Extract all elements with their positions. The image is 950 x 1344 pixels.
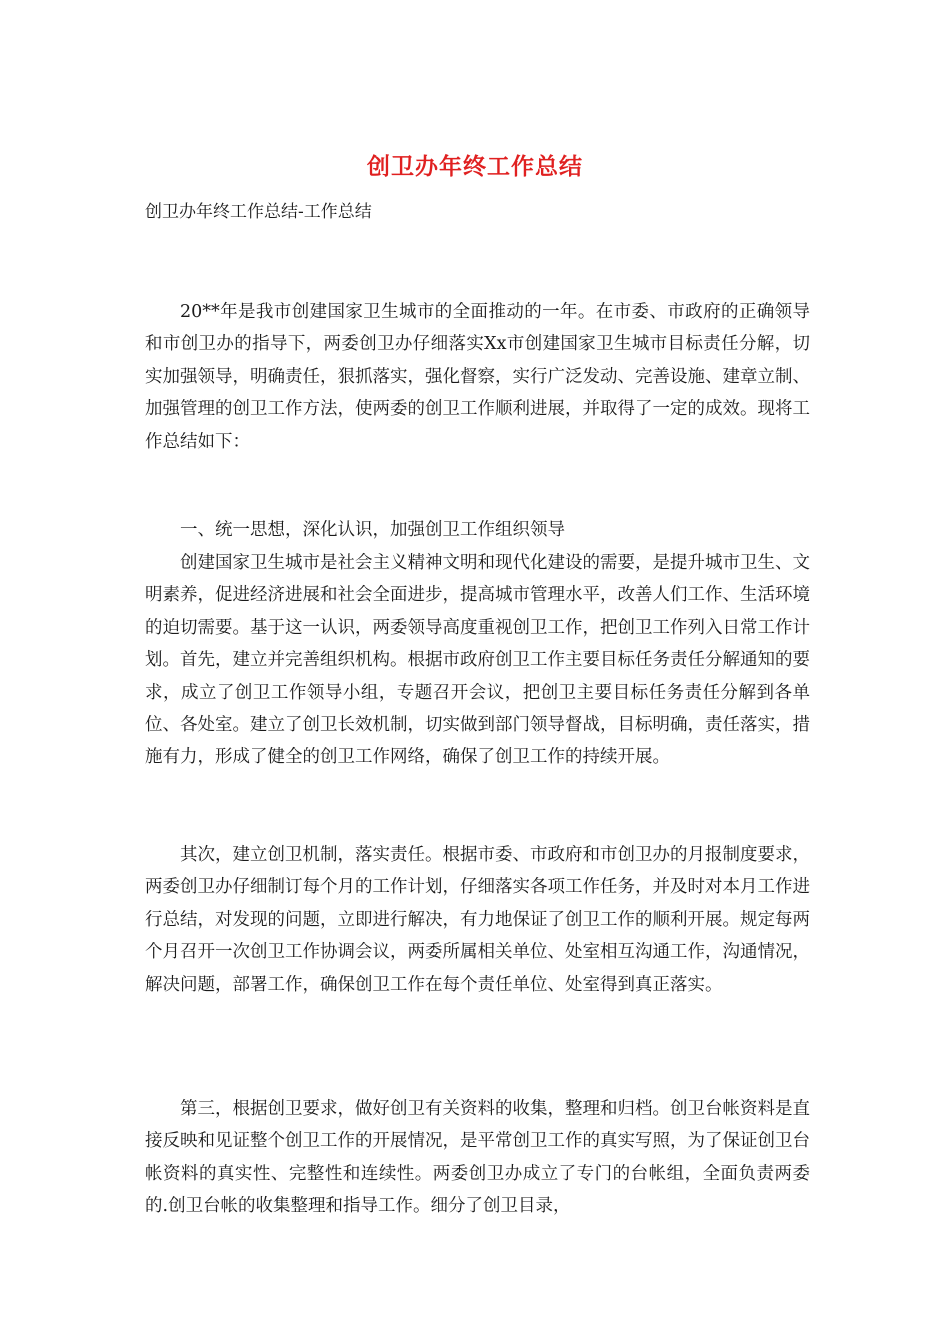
body-paragraph-1: 创建国家卫生城市是社会主义精神文明和现代化建设的需要，是提升城市卫生、文明素养，促进经济进展和社会全面进步，提高城市管理水平，改善人们工作、生活环境的迫切需要。基于这一认识，两委领导高度重视创卫工作，把创卫工作列入日常工作计划。首先，建立并完善组织机构。根据市政府创卫工作主要目标任务责任分解通知的要求，成立了创卫工作领导小组，专题召开会议，把创卫主要目标任务责任分解到各单位、各处室。建立了创卫长效机制，切实做到部门领导督战，目标明确，责任落实，措施有力，形成了健全的创卫工作网络，确保了创卫工作的持续开展。 [145,553,810,768]
body-paragraph-3: 第三，根据创卫要求，做好创卫有关资料的收集，整理和归档。创卫台帐资料是直接反映和见证整个创卫工作的开展情况，是平常创卫工作的真实写照，为了保证创卫台帐资料的真实性、完整性和连续性。两委创卫办成立了专门的台帐组，全面负责两委的.创卫台帐的收集整理和指导工作。细分了创卫目录， [145,1099,810,1217]
document-subtitle: 创卫办年终工作总结-工作总结 [145,202,372,222]
intro-paragraph: 20**年是我市创建国家卫生城市的全面推动的一年。在市委、市政府的正确领导和市创卫办的指导下，两委创卫办仔细落实Xx市创建国家卫生城市目标责任分解，切实加强领导，明确责任，狠抓落实，强化督察，实行广泛发动、完善设施、建章立制、加强管理的创卫工作方法，使两委的创卫工作顺利进展，并取得了一定的成效。现将工作总结如下： [145,302,810,452]
document-title: 创卫办年终工作总结 [367,153,583,180]
body-paragraph-2: 其次，建立创卫机制，落实责任。根据市委、市政府和市创卫办的月报制度要求，两委创卫办仔细制订每个月的工作计划，仔细落实各项工作任务，并及时对本月工作进行总结，对发现的问题，立即进行解决，有力地保证了创卫工作的顺利开展。规定每两个月召开一次创卫工作协调会议，两委所属相关单位、处室相互沟通工作，沟通情况，解决问题，部署工作，确保创卫工作在每个责任单位、处室得到真正落实。 [145,845,810,995]
section-heading-1: 一、统一思想，深化认识，加强创卫工作组织领导 [180,520,565,540]
